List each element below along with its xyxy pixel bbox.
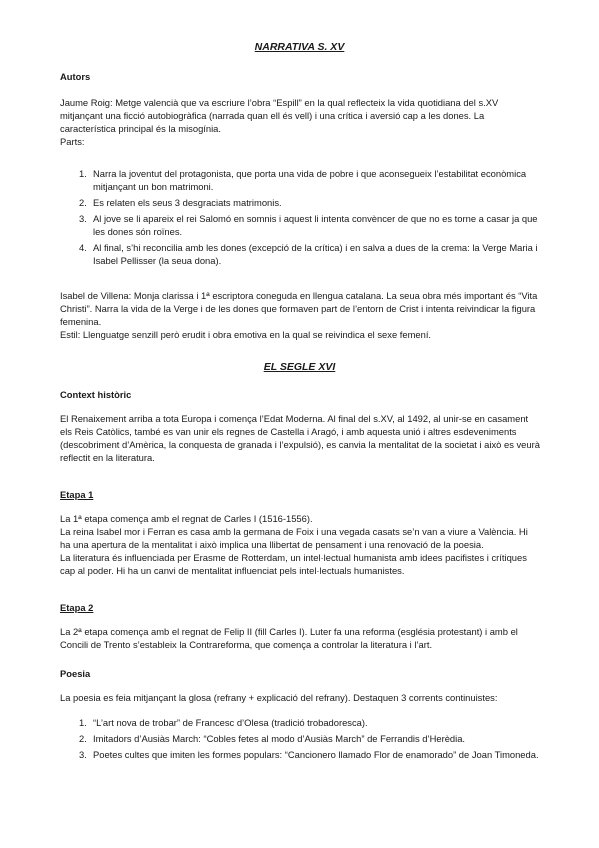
list-number: 1.	[79, 168, 87, 179]
heading-poesia: Poesia	[60, 668, 91, 679]
list-text: Al jove se li apareix el rei Salomó en somnis i aquest li intenta convèncer de que no es torne a casar ja que les dones són roïnes.	[93, 213, 538, 237]
list-item	[60, 716, 540, 729]
paragraph-isabel-villena	[60, 289, 540, 341]
list-text: Al final, s’hi reconcilia amb les dones (excepció de la crítica) i en salva a dues de la crema: la Verge Maria i Isabel Pellisser (la seua dona).	[93, 242, 538, 266]
heading-context-historic: Context històric	[60, 389, 132, 400]
list-number: 1.	[79, 717, 87, 728]
list-number: 3.	[79, 749, 87, 760]
list-number: 2.	[79, 733, 87, 744]
parts-list	[60, 167, 540, 270]
list-text: “L’art nova de trobar” de Francesc d’Olesa (tradició trobadoresca).	[93, 717, 368, 728]
paragraph-poesia-intro	[60, 691, 540, 704]
list-item	[60, 212, 540, 238]
heading-etapa-2: Etapa 2	[60, 602, 94, 613]
parts-label: Parts:	[60, 136, 85, 147]
list-item	[60, 732, 540, 745]
heading-etapa-1: Etapa 1	[60, 489, 94, 500]
etapa1-line: La 1ª etapa comença amb el regnat de Carles I (1516-1556).	[60, 513, 313, 524]
list-number: 4.	[79, 242, 87, 253]
list-number: 3.	[79, 213, 87, 224]
list-item	[60, 241, 540, 267]
section-title-segle-xvi: EL SEGLE XVI	[263, 361, 336, 373]
poesia-list	[60, 716, 540, 764]
list-text: Es relaten els seus 3 desgraciats matrimonis.	[93, 197, 282, 208]
heading-autors: Autors	[60, 71, 91, 82]
estil-text: Estil: Llenguatge senzill però erudit i obra emotiva en la qual se reivindica el sexe femení.	[60, 329, 432, 340]
paragraph-jaume-roig	[60, 96, 540, 148]
list-text: Poetes cultes que imiten les formes populars: “Cancionero llamado Flor de enamorado” de Joan Timoneda.	[93, 749, 539, 760]
etapa1-line: La literatura és influenciada per Erasme de Rotterdam, un intel·lectual humanista amb idees pacifistes i crítiques cap al poder. Hi ha un canvi de mentalitat influenciat pels intel·lectuals humanistes.	[60, 552, 527, 576]
paragraph-etapa-2	[60, 625, 540, 651]
etapa1-line: La reina Isabel mor i Ferran es casa amb la germana de Foix i una vegada casats se’n van a viure a València. Hi ha una apertura de la mentalitat i això implica una llibertat de pensament i una renovació de la poesia.	[60, 526, 528, 550]
list-item	[60, 748, 540, 761]
list-item	[60, 167, 540, 193]
list-text: Narra la joventut del protagonista, que porta una vida de pobre i que aconsegueix l’estabilitat econòmica mitjançant un bon matrimoni.	[93, 168, 527, 192]
etapa2-text: La 2ª etapa comença amb el regnat de Felip II (fill Carles I). Luter fa una reforma (església protestant) i amb el Concili de Trento s’estableix la Contrareforma, que comença a controlar la literatura i l’art.	[60, 626, 518, 650]
list-text: Imitadors d’Ausiàs March: “Cobles fetes al modo d’Ausiàs March” de Ferrandis d’Herèdia.	[93, 733, 466, 744]
villena-text: Isabel de Villena: Monja clarissa i 1ª escriptora coneguda en llengua catalana. La seua obra més important és “Vita Christi”. Narra la vida de la Verge i de les dones que formaven part de l’entorn de Crist i intenta reivindicar la figura femenina.	[60, 290, 538, 327]
context-text: El Renaixement arriba a tota Europa i comença l’Edat Moderna. Al final del s.XV, al 1492, al unir-se en casament els Reis Catòlics, també es van unir els regnes de Castella i Aragó, i amb aquesta unió i altres esdeveniments (descobriment d’Amèrica, la conquesta de granada i l’expulsió), es canvia la mentalitat de la societat i això es veurà reflectit en la literatura.	[60, 413, 540, 463]
paragraph-etapa-1	[60, 512, 540, 577]
list-item	[60, 196, 540, 209]
section-title-narrativa: NARRATIVA S. XV	[254, 41, 345, 53]
list-number: 2.	[79, 197, 87, 208]
paragraph-context	[60, 412, 540, 464]
poesia-intro-text: La poesia es feia mitjançant la glosa (refrany + explicació del refrany). Destaquen 3 corrents continuistes:	[60, 692, 498, 703]
jaume-roig-text: Jaume Roig: Metge valencià que va escriure l’obra “Espill” en la qual reflecteix la vida quotidiana del s.XV mitjançant una ficció autobiogràfica (narrada quan ell és vell) i una crítica i aversió cap a les dones. La característica principal és la misogínia.	[60, 97, 499, 134]
